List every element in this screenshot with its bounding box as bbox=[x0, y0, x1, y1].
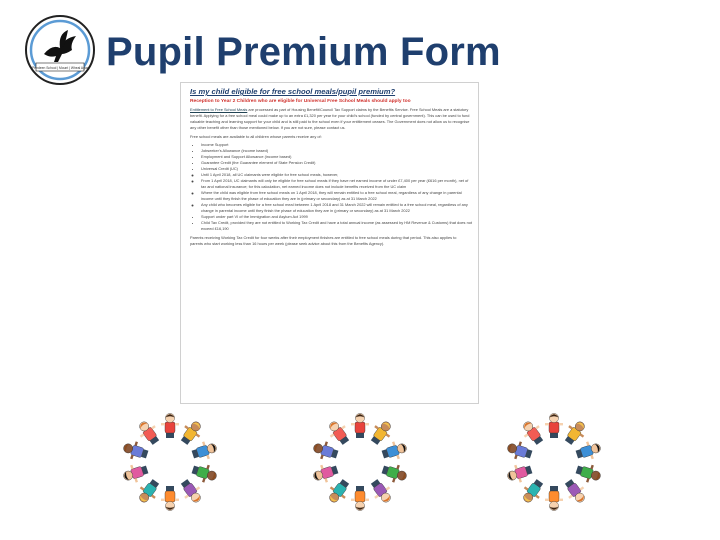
child-figure bbox=[121, 438, 150, 463]
child-figure bbox=[367, 476, 396, 506]
logo-text: Pendeen School | Mount | Wheal Agar bbox=[32, 66, 88, 70]
child-figure bbox=[380, 438, 409, 463]
child-figure bbox=[177, 417, 206, 447]
child-figure bbox=[190, 438, 219, 463]
list-item: ◦ Where the child was eligible from free school meals on 1 April 2018, they will remain entitled to a free school meal, regardless of any change in parental income until they finish the phase of education they are in (primary or secondary) as at 31 March 2022 bbox=[201, 190, 472, 202]
list-item: • Employment and Support Allowance (income based) bbox=[201, 154, 472, 160]
doc-para-2: Free school meals are available to all children whose parents receive any of: bbox=[190, 134, 322, 139]
list-item: • Income Support bbox=[201, 142, 472, 148]
school-logo bbox=[24, 14, 96, 86]
list-item: • Support under part VI of the Immigration and Asylum Act 1999 bbox=[201, 214, 472, 220]
child-figure bbox=[380, 461, 409, 486]
list-item: ◦ Until 1 April 2018, all UC claimants were eligible for free school meals, however, bbox=[201, 172, 472, 178]
slide-title: Pupil Premium Form bbox=[106, 30, 501, 74]
children-circle-illustration bbox=[502, 408, 606, 516]
child-figure bbox=[561, 417, 590, 447]
child-figure bbox=[177, 476, 206, 506]
child-figure bbox=[505, 438, 534, 463]
child-figure bbox=[351, 486, 369, 511]
child-figure bbox=[561, 476, 590, 506]
child-figure bbox=[518, 476, 547, 506]
child-figure bbox=[518, 417, 547, 447]
child-figure bbox=[574, 438, 603, 463]
children-circle-illustration bbox=[118, 408, 222, 516]
child-figure bbox=[311, 438, 340, 463]
doc-subheading: Reception to Year 2 Children who are eligible for Universal Free School Meals should apply too bbox=[190, 99, 411, 104]
list-item: • Guarantee Credit (the Guarantee element of State Pension Credit) bbox=[201, 160, 472, 166]
child-figure bbox=[545, 413, 563, 438]
child-figure bbox=[161, 486, 179, 511]
children-circle-illustration bbox=[308, 408, 412, 516]
child-figure bbox=[134, 476, 163, 506]
eligibility-document bbox=[180, 82, 479, 404]
list-item: ◦ From 1 April 2018, UC claimants will only be eligible for free school meals if they have net earned income of under £7,400 per year (£616 per month), net of tax and national insurance; for this calculation, net earned income does not include benefits received from the UC claim bbox=[201, 178, 472, 190]
child-figure bbox=[351, 413, 369, 438]
list-item: • Jobseeker's Allowance (income based) bbox=[201, 148, 472, 154]
benefit-list bbox=[201, 142, 472, 232]
list-item: • Child Tax Credit, provided they are not entitled to Working Tax Credit and have a total annual income (as assessed by HM Revenue & Customs) that does not exceed £16,190 bbox=[201, 220, 472, 232]
child-figure bbox=[190, 461, 219, 486]
doc-para-1-text: are processed as part of Housing Benefit/Council Tax Support claims by the Benefits Service. Free School Meals are a statutory benefit. Applying for a free school meal could make up to an extra £1,320 per year for your child's school (funded by central government). This can be used to fund valuable teaching and learning support for your child and is still paid to the school even if your entitlement ceases. The Government does not allow us to recognise any other benefit other than those mentioned below. If you are not sure, please contact us. bbox=[190, 107, 470, 130]
list-item: ◦ Any child who becomes eligible for a free school meal between 1 April 2018 and 31 March 2022 will remain entitled to a free school meal, regardless of any change in parental income until they finish the phase of education they are in (primary or secondary) as at 31 March 2022 bbox=[201, 202, 472, 214]
child-figure bbox=[121, 461, 150, 486]
child-figure bbox=[324, 476, 353, 506]
child-figure bbox=[505, 461, 534, 486]
child-figure bbox=[134, 417, 163, 447]
child-figure bbox=[574, 461, 603, 486]
child-figure bbox=[367, 417, 396, 447]
entitlement-link[interactable]: Entitlement to Free School Meals bbox=[190, 107, 248, 112]
doc-para-3: Parents receiving Working Tax Credit for four weeks after their employment finishes are entitled to free school meals during that period. This also applies to parents who start working less than 16 hours per week (please seek advice about this from the Benefits Agency). bbox=[190, 235, 457, 246]
child-figure bbox=[324, 417, 353, 447]
child-figure bbox=[545, 486, 563, 511]
child-figure bbox=[311, 461, 340, 486]
list-item: • Universal Credit (UC) bbox=[201, 166, 472, 172]
child-figure bbox=[161, 413, 179, 438]
doc-heading: Is my child eligible for free school meals/pupil premium? bbox=[190, 87, 396, 96]
doc-para-1 bbox=[190, 107, 470, 131]
